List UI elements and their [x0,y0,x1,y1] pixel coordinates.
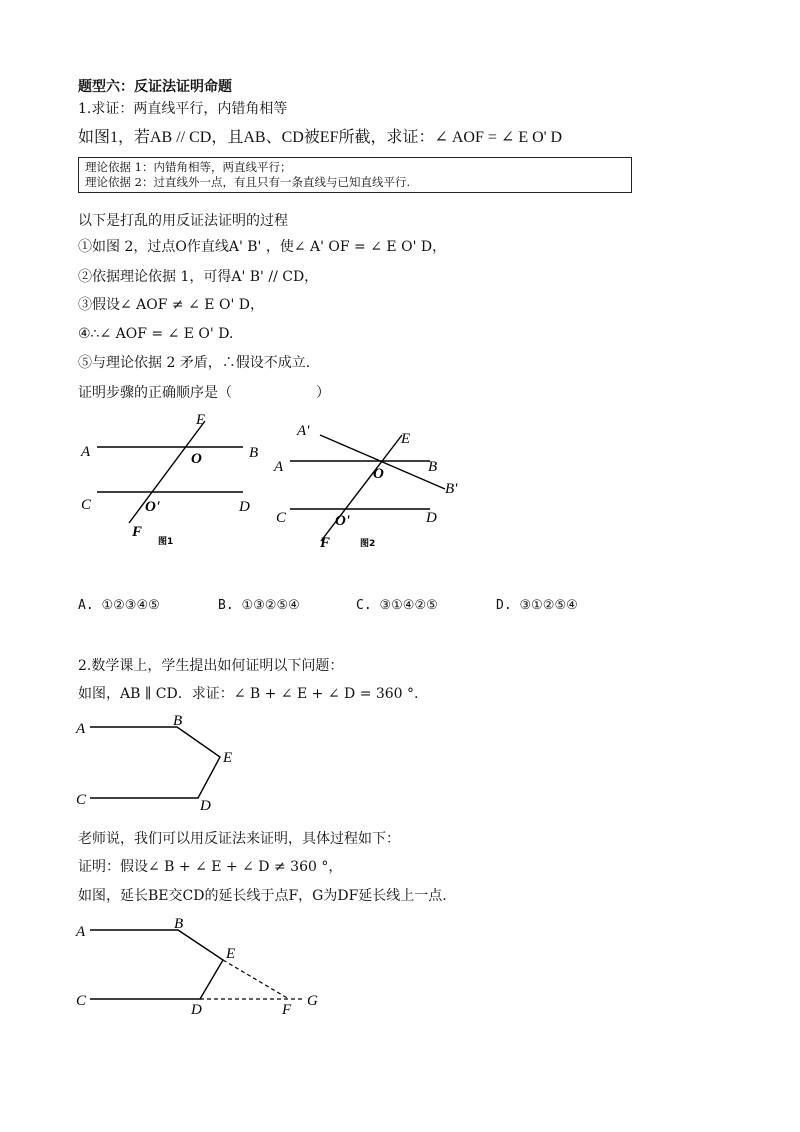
q2-given: 如图，AB ∥ CD．求证：∠ B + ∠ E + ∠ D = 360 °. [78,686,419,702]
fig4-label-g: G [307,993,318,1009]
fig4-label-d: D [191,1002,202,1018]
fig4-label-b: B [174,916,184,932]
fig3-label-a: A [76,721,86,737]
q1-step-2: ②依据理论依据 1，可得A' B' // CD， [78,269,319,285]
fig4-extension-be [223,960,289,999]
fig1-label-o: O [191,451,202,467]
fig2-label-c: C [276,510,287,526]
option-c[interactable]: C. ③①④②⑤ [356,598,438,613]
fig4-polyline [90,930,223,999]
fig4-label-e: E [226,946,236,962]
option-a[interactable]: A. ①②③④⑤ [78,598,160,613]
fig3-label-e: E [223,750,233,766]
fig1-caption: 图1 [158,537,174,547]
fig2-label-d: D [426,510,437,526]
fig1-label-e: E [196,412,206,428]
fig4-label-c: C [76,993,87,1009]
fig3-label-c: C [76,792,87,808]
figure-2 [265,415,480,560]
fig3-polyline [90,727,220,798]
theory-2: 理论依据 2：过直线外一点，有且只有一条直线与已知直线平行. [85,175,411,189]
q2-construct: 如图，延长BE交CD的延长线于点F，G为DF延长线上一点. [78,888,447,904]
fig2-label-b-prime: B' [445,481,458,497]
q2-proof: 证明：假设∠ B + ∠ E + ∠ D ≠ 360 °， [78,859,343,875]
fig2-label-a: A [274,459,284,475]
theory-1: 理论依据 1：内错角相等，两直线平行； [85,160,292,174]
figure-3 [70,710,250,812]
q1-ask: 证明步骤的正确顺序是（ ） [78,385,330,401]
fig1-label-d: D [239,499,250,515]
fig4-label-a: A [76,924,86,940]
q1-step-4: ④∴∠ AOF = ∠ E O' D. [78,326,234,342]
q1-step-5: ⑤与理论依据 2 矛盾，∴假设不成立. [78,355,311,371]
q1-intro: 以下是打乱的用反证法证明的过程 [78,213,288,229]
q1-step-1: ①如图 2，过点O作直线A' B' ，使∠ A' OF = ∠ E O' D， [78,239,447,255]
figure-1 [70,408,280,553]
q1-stem: 1.求证：两直线平行，内错角相等 [78,101,288,117]
q1-given: 如图1，若AB // CD，且AB、CD被EF所截，求证：∠ AOF = ∠ E O' D [78,129,563,146]
fig1-label-f: F [132,524,143,540]
option-b[interactable]: B. ①③②⑤④ [218,598,300,613]
theory-box [78,157,632,193]
q2-stem: 2.数学课上，学生提出如何证明以下问题： [78,658,344,674]
line-ef [321,435,402,541]
fig3-label-b: B [173,713,183,729]
fig2-label-b: B [428,459,438,475]
fig1-label-a: A [81,444,91,460]
fig2-label-e: E [401,431,411,447]
fig2-label-f: F [320,535,331,551]
fig3-label-d: D [200,798,211,812]
line-ef [129,421,205,523]
fig2-label-a-prime: A' [297,423,310,439]
fig2-label-o-prime: O' [335,513,350,529]
figure-4 [70,912,330,1022]
fig4-label-f: F [282,1002,292,1018]
fig1-label-o-prime: O' [145,499,160,515]
option-d[interactable]: D. ③①②⑤④ [496,598,578,613]
fig2-label-o: O [373,466,384,482]
q2-teacher: 老师说，我们可以用反证法来证明，具体过程如下： [78,831,400,847]
fig2-caption: 图2 [360,539,376,549]
q1-step-3: ③假设∠ AOF ≠ ∠ E O' D， [78,297,264,313]
fig1-label-b: B [249,445,259,461]
fig1-label-c: C [81,497,92,513]
section-title: 题型六：反证法证明命题 [78,79,232,95]
